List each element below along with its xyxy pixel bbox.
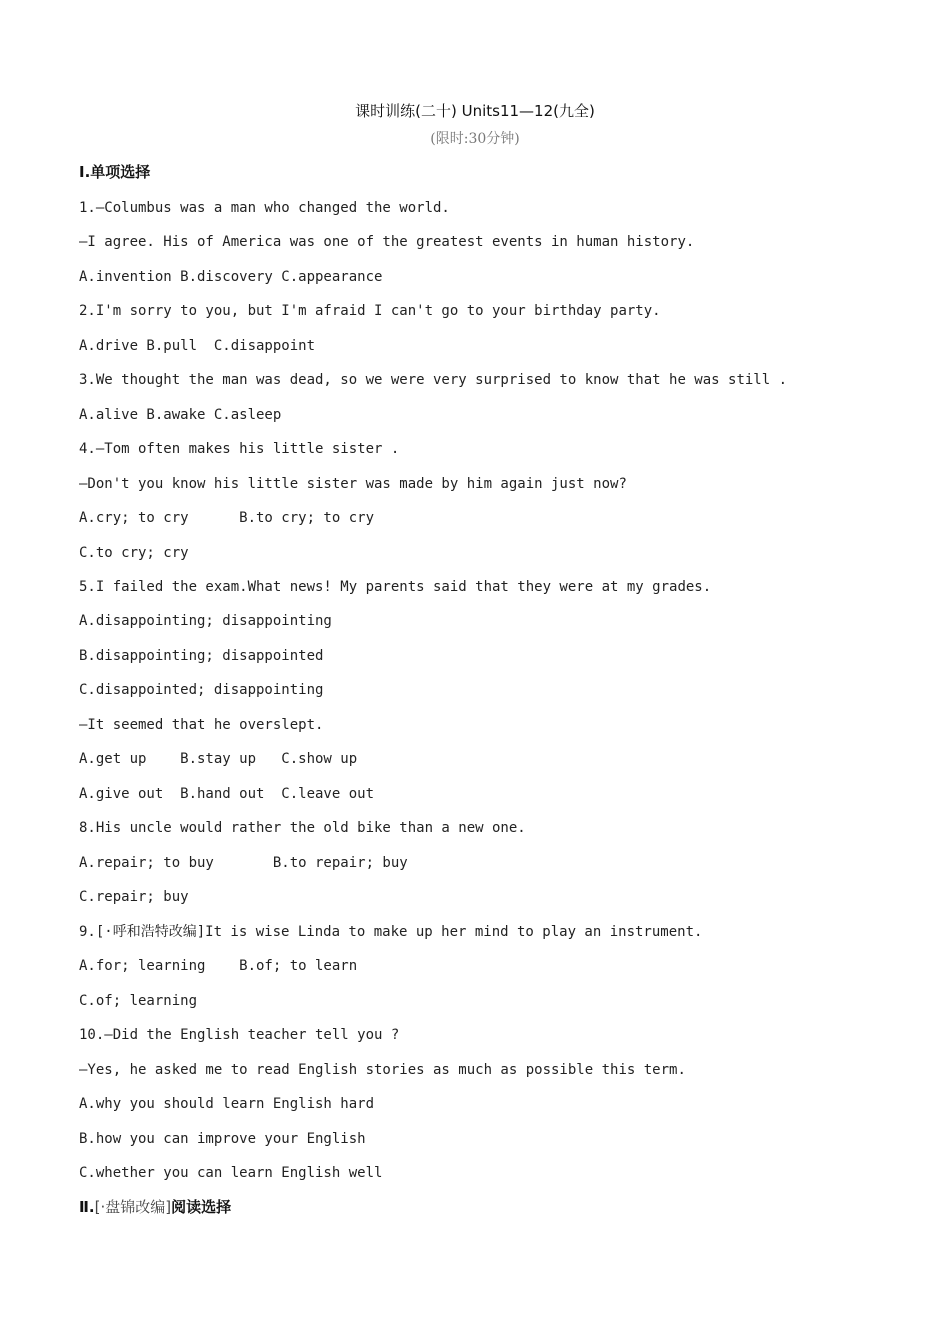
option-line: A.invention B.discovery C.appearance [79, 269, 383, 285]
option-line: A.get up B.stay up C.show up [79, 751, 358, 767]
question-line: 2.I'm sorry to you, but I'm afraid I can't go to your birthday party. [79, 303, 661, 319]
option-line: C.to cry; cry [79, 545, 189, 561]
question-line: —Yes, he asked me to read English stories as much as possible this term. [79, 1062, 686, 1078]
option-line: A.repair; to buy B.to repair; buy [79, 855, 408, 871]
time-limit: (限时:30分钟) [430, 131, 520, 147]
question-line: —It seemed that he overslept. [79, 717, 324, 733]
question-line: 8.His uncle would rather the old bike than a new one. [79, 820, 526, 836]
question-line: 4.—Tom often makes his little sister . [79, 441, 400, 457]
option-line: A.cry; to cry B.to cry; to cry [79, 510, 375, 526]
section-title: 阅读选择 [171, 1198, 232, 1216]
option-line: C.of; learning [79, 993, 198, 1009]
section-number: Ⅱ. [79, 1198, 95, 1216]
question-line: 9.[·呼和浩特改编]It is wise Linda to make up her mind to play an instrument. [79, 924, 703, 940]
option-line: A.alive B.awake C.asleep [79, 407, 282, 423]
question-line: —I agree. His of America was one of the greatest events in human history. [79, 234, 695, 250]
page-title: 课时训练(二十) Units11—12(九全) [355, 102, 595, 120]
option-line: A.disappointing; disappointing [79, 613, 332, 629]
option-line: A.why you should learn English hard [79, 1096, 375, 1112]
option-line: A.for; learning B.of; to learn [79, 958, 358, 974]
option-line: C.repair; buy [79, 889, 189, 905]
question-line: 1.—Columbus was a man who changed the world. [79, 200, 450, 216]
option-line: C.whether you can learn English well [79, 1165, 383, 1181]
section-source: [·盘锦改编] [94, 1198, 172, 1216]
section-heading-reading [79, 1197, 231, 1217]
option-line: B.how you can improve your English [79, 1131, 366, 1147]
question-line: 3.We thought the man was dead, so we were very surprised to know that he was still . [79, 372, 788, 388]
question-line: 5.I failed the exam.What news! My parents said that they were at my grades. [79, 579, 712, 595]
option-line: B.disappointing; disappointed [79, 648, 324, 664]
option-line: A.drive B.pull C.disappoint [79, 338, 316, 354]
section-heading-multiple-choice: Ⅰ.单项选择 [79, 163, 151, 181]
question-line: —Don't you know his little sister was made by him again just now? [79, 476, 627, 492]
question-line: 10.—Did the English teacher tell you ? [79, 1027, 400, 1043]
option-line: C.disappointed; disappointing [79, 682, 324, 698]
option-line: A.give out B.hand out C.leave out [79, 786, 375, 802]
